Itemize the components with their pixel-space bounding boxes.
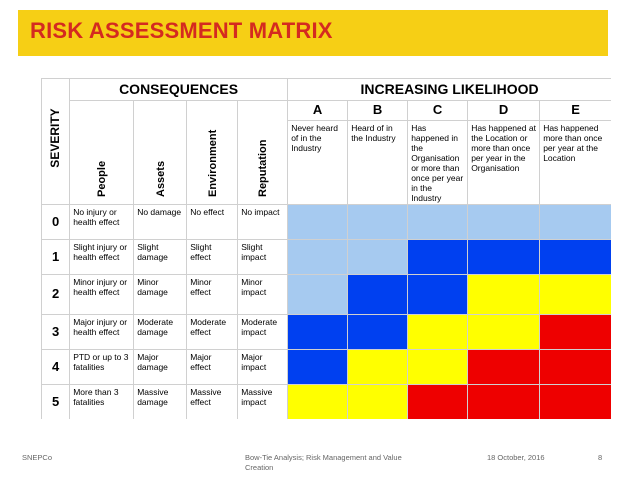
risk-cell-2c (408, 275, 467, 314)
consequence-environment-0: No effect (187, 205, 237, 239)
footer-left: SNEPCo (22, 453, 53, 462)
risk-cell-3e (540, 315, 611, 349)
risk-cell-0b (348, 205, 407, 239)
consequence-environment-4: Major effect (187, 350, 237, 384)
risk-cell-2a (288, 275, 347, 314)
likelihood-desc-a: Never heard of in the Industry (288, 121, 347, 204)
risk-cell-2b (348, 275, 407, 314)
consequence-header-assets: Assets (154, 161, 167, 198)
likelihood-letter-c: C (408, 101, 467, 120)
risk-cell-0c (408, 205, 467, 239)
risk-cell-2d (468, 275, 539, 314)
consequence-assets-3: Moderate damage (134, 315, 186, 349)
consequence-people-3: Major injury or health effect (70, 315, 133, 349)
likelihood-desc-d: Has happened at the Location or more than once per year in the Organisation (468, 121, 539, 204)
consequence-assets-0: No damage (134, 205, 186, 239)
severity-level-4: 4 (42, 350, 69, 384)
consequence-col-people (70, 101, 133, 204)
severity-header: SEVERITY (48, 108, 63, 168)
risk-cell-1c (408, 240, 467, 274)
risk-cell-1b (348, 240, 407, 274)
footer-date: 18 October, 2016 (487, 453, 545, 462)
likelihood-letter-e: E (540, 101, 611, 120)
consequence-assets-1: Slight damage (134, 240, 186, 274)
consequences-header: CONSEQUENCES (70, 79, 287, 100)
consequence-assets-2: Minor damage (134, 275, 186, 314)
consequence-col-assets (134, 101, 186, 204)
severity-level-3: 3 (42, 315, 69, 349)
risk-cell-3b (348, 315, 407, 349)
severity-level-5: 5 (42, 385, 69, 419)
risk-cell-3a (288, 315, 347, 349)
risk-cell-2e (540, 275, 611, 314)
consequence-header-environment: Environment (206, 129, 219, 198)
consequence-header-people: People (96, 161, 109, 198)
consequence-assets-4: Major damage (134, 350, 186, 384)
risk-cell-4b (348, 350, 407, 384)
risk-cell-1a (288, 240, 347, 274)
consequence-people-5: More than 3 fatalities (70, 385, 133, 419)
consequence-people-1: Slight injury or health effect (70, 240, 133, 274)
risk-cell-4e (540, 350, 611, 384)
consequence-environment-5: Massive effect (187, 385, 237, 419)
page-title: RISK ASSESSMENT MATRIX (30, 18, 333, 43)
consequence-col-reputation (238, 101, 287, 204)
risk-cell-5b (348, 385, 407, 419)
footer-center: Bow-Tie Analysis; Risk Management and Value Creation (245, 453, 402, 472)
likelihood-desc-b: Heard of in the Industry (348, 121, 407, 204)
likelihood-desc-e: Has happened more than once per year at the Location (540, 121, 611, 204)
consequence-environment-1: Slight effect (187, 240, 237, 274)
consequence-environment-3: Moderate effect (187, 315, 237, 349)
severity-level-2: 2 (42, 275, 69, 314)
risk-cell-4c (408, 350, 467, 384)
consequence-reputation-1: Slight impact (238, 240, 287, 274)
likelihood-header: INCREASING LIKELIHOOD (288, 79, 611, 100)
risk-cell-5e (540, 385, 611, 419)
risk-cell-3d (468, 315, 539, 349)
footer-page-number: 8 (598, 453, 603, 462)
severity-level-1: 1 (42, 240, 69, 274)
likelihood-letter-b: B (348, 101, 407, 120)
consequence-reputation-2: Minor impact (238, 275, 287, 314)
severity-header-cell (42, 79, 69, 204)
consequence-reputation-3: Moderate impact (238, 315, 287, 349)
risk-cell-4d (468, 350, 539, 384)
risk-cell-3c (408, 315, 467, 349)
likelihood-letter-a: A (288, 101, 347, 120)
consequence-people-4: PTD or up to 3 fatalities (70, 350, 133, 384)
consequence-reputation-5: Massive impact (238, 385, 287, 419)
consequence-col-environment (187, 101, 237, 204)
risk-cell-1d (468, 240, 539, 274)
risk-cell-4a (288, 350, 347, 384)
likelihood-letter-d: D (468, 101, 539, 120)
severity-level-0: 0 (42, 205, 69, 239)
risk-cell-0e (540, 205, 611, 239)
consequence-reputation-0: No impact (238, 205, 287, 239)
risk-cell-5a (288, 385, 347, 419)
risk-matrix (41, 78, 611, 419)
risk-cell-5d (468, 385, 539, 419)
consequence-header-reputation: Reputation (257, 139, 270, 198)
likelihood-desc-c: Has happened in the Organisation or more than once per year in the Industry (408, 121, 467, 204)
consequence-people-2: Minor injury or health effect (70, 275, 133, 314)
risk-cell-0a (288, 205, 347, 239)
risk-cell-1e (540, 240, 611, 274)
risk-cell-0d (468, 205, 539, 239)
consequence-assets-5: Massive damage (134, 385, 186, 419)
consequence-people-0: No injury or health effect (70, 205, 133, 239)
consequence-environment-2: Minor effect (187, 275, 237, 314)
risk-cell-5c (408, 385, 467, 419)
consequence-reputation-4: Major impact (238, 350, 287, 384)
